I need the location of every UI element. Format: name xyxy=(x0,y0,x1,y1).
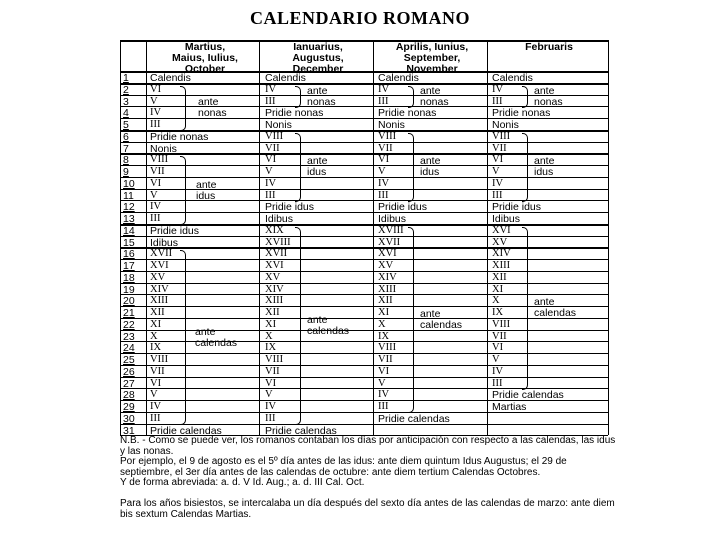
calendar-entry: XII xyxy=(378,295,393,307)
calendar-entry: XIII xyxy=(265,295,284,307)
day-number: 16 xyxy=(123,248,135,261)
calendar-entry: VII xyxy=(150,166,165,177)
day-number: 8 xyxy=(123,154,129,167)
calendar-entry: VI xyxy=(265,154,277,166)
calendar-entry: VII xyxy=(150,365,165,377)
day-number: 28 xyxy=(123,389,135,402)
calendar-entry: VIII xyxy=(492,318,511,330)
calendar-entry: Nonis xyxy=(150,142,177,155)
calendar-entry: III xyxy=(265,189,276,201)
calendar-entry: IV xyxy=(150,401,162,412)
calendar-entry: VIII xyxy=(150,154,169,166)
calendar-entry: X xyxy=(150,330,158,342)
calendar-entry: VI xyxy=(150,177,162,189)
calendar-entry: V xyxy=(492,354,500,365)
calendar-entry: XVII xyxy=(378,236,401,248)
calendar-entry: XI xyxy=(378,307,390,318)
row-rule xyxy=(120,294,608,295)
calendar-entry: XV xyxy=(265,271,281,283)
calendar-entry: IV xyxy=(265,83,277,95)
calendar-entry: IV xyxy=(492,365,504,377)
calendar-entry: VII xyxy=(378,142,393,154)
calendar-entry: VIII xyxy=(265,354,284,365)
brace xyxy=(180,86,186,131)
calendar-entry: Pridie nonas xyxy=(265,107,324,120)
range-label: ante idus xyxy=(420,155,441,179)
calendar-entry: XV xyxy=(378,260,394,271)
day-number: 5 xyxy=(123,119,129,131)
calendar-entry: III xyxy=(492,377,503,389)
brace xyxy=(295,133,301,202)
calendar-entry: VI xyxy=(150,377,162,389)
calendar-entry: III xyxy=(378,189,389,201)
calendar-entry: VII xyxy=(378,354,393,365)
calendar-entry: VIII xyxy=(492,130,511,142)
calendar-entry: VIII xyxy=(265,130,284,142)
row-rule xyxy=(120,412,608,413)
calendar-entry: Calendis xyxy=(378,72,419,84)
calendar-entry: XII xyxy=(150,307,165,318)
calendar-entry: III xyxy=(492,189,503,201)
calendar-entry: V xyxy=(150,389,158,401)
brace xyxy=(408,86,414,108)
day-number: 2 xyxy=(123,83,129,96)
day-number: 7 xyxy=(123,142,129,155)
header-top-rule xyxy=(120,40,608,42)
calendar-entry: XIV xyxy=(492,248,511,260)
calendar-entry: VIII xyxy=(378,130,397,142)
calendar-entry: VI xyxy=(378,365,390,377)
calendar-entry: XI xyxy=(492,283,504,295)
note-paragraph: Por ejemplo, el 9 de agosto es el 5º día antes de las idus: ante diem quintum Idus Augustus; el 29 de septiembre, el 3er día antes de las calendas de octubre: ante diem tertium Calendas Octobres. xyxy=(120,456,567,478)
calendar-entry: IV xyxy=(492,83,504,95)
calendar-entry: X xyxy=(265,330,273,342)
day-number: 14 xyxy=(123,224,135,237)
day-number: 30 xyxy=(123,412,135,425)
day-number: 4 xyxy=(123,107,129,120)
calendar-entry: IV xyxy=(265,177,277,189)
range-label: ante idus xyxy=(196,178,217,202)
calendar-entry: XVII xyxy=(265,248,288,260)
day-number: 9 xyxy=(123,166,129,178)
calendar-entry: Pridie nonas xyxy=(378,107,437,120)
calendar-entry: VI xyxy=(150,83,162,95)
row-rule xyxy=(120,365,608,366)
calendar-entry: Pridie calendas xyxy=(378,412,450,425)
calendar-entry: V xyxy=(265,166,273,177)
calendar-entry: IV xyxy=(378,83,390,95)
day-number: 22 xyxy=(123,318,135,331)
brace xyxy=(408,227,414,413)
range-label: ante calendas xyxy=(420,307,463,331)
calendar-entry: Pridie idus xyxy=(378,201,428,214)
day-number: 15 xyxy=(123,236,135,249)
row-rule xyxy=(120,247,608,249)
calendar-entry: III xyxy=(378,401,389,412)
row-rule xyxy=(120,283,608,284)
note-paragraph: Para los años bisiestos, se intercalaba un día después del sexto día antes de las calendas de marzo: ante diem bis sextum Calendas Martias. xyxy=(120,498,615,520)
calendar-entry: Pridie idus xyxy=(150,224,200,237)
range-label: ante nonas xyxy=(534,84,563,108)
brace xyxy=(295,227,301,425)
calendar-entry: Calendis xyxy=(492,72,533,84)
calendar-entry: XV xyxy=(150,271,166,283)
calendar-entry: IX xyxy=(265,342,277,354)
calendar-entry: XVII xyxy=(150,248,173,260)
calendar-entry: III xyxy=(150,412,161,424)
calendar-entry: III xyxy=(378,95,389,107)
calendar-entry: Pridie calendas xyxy=(492,389,564,402)
calendar-entry: VI xyxy=(265,377,277,389)
calendar-entry: XII xyxy=(265,307,280,318)
calendar-entry: IX xyxy=(492,307,504,318)
day-number: 13 xyxy=(123,213,135,225)
row-rule xyxy=(120,189,608,190)
calendar-entry: Idibus xyxy=(492,213,521,225)
day-number: 10 xyxy=(123,177,135,190)
calendar-entry: X xyxy=(378,318,386,330)
day-number: 31 xyxy=(123,424,135,437)
day-number: 18 xyxy=(123,271,135,284)
calendar-entry: Nonis xyxy=(378,119,405,131)
range-label: ante idus xyxy=(307,155,328,179)
column-header-4: Februaris xyxy=(525,41,573,53)
calendar-entry: XVIII xyxy=(265,236,291,248)
range-label: ante idus xyxy=(534,155,555,179)
row-rule xyxy=(120,353,608,354)
calendar-entry: IX xyxy=(378,330,390,342)
calendar-entry: Nonis xyxy=(492,119,519,131)
calendar-entry: XVI xyxy=(378,248,397,260)
calendar-entry: XI xyxy=(150,318,162,330)
page-title: CALENDARIO ROMANO xyxy=(250,8,470,28)
calendar-entry: V xyxy=(265,389,273,401)
calendar-entry: IV xyxy=(378,389,390,401)
calendar-entry: VI xyxy=(378,154,390,166)
calendar-entry: VII xyxy=(265,365,280,377)
calendar-entry: XVI xyxy=(492,224,511,236)
day-number: 21 xyxy=(123,307,135,319)
calendar-entry: Martias xyxy=(492,401,527,413)
range-label: ante calendas xyxy=(307,313,350,337)
range-label: ante nonas xyxy=(198,96,227,120)
day-number: 20 xyxy=(123,295,135,308)
calendar-entry: XIII xyxy=(150,295,169,307)
range-label: ante nonas xyxy=(307,84,336,108)
day-number: 24 xyxy=(123,342,135,355)
calendar-entry: V xyxy=(378,166,386,177)
calendar-entry: XIII xyxy=(378,283,397,295)
day-number: 29 xyxy=(123,401,135,413)
calendar-entry: VII xyxy=(492,330,507,342)
column-header-2: Ianuarius, Augustus, December xyxy=(292,41,344,75)
column-divider xyxy=(608,40,609,435)
row-rule xyxy=(120,377,608,378)
calendar-entry: XVIII xyxy=(378,224,404,236)
calendar-entry: IV xyxy=(492,177,504,189)
day-number: 26 xyxy=(123,365,135,378)
calendar-entry: III xyxy=(265,95,276,107)
calendar-entry: V xyxy=(150,95,158,107)
day-number: 27 xyxy=(123,377,135,390)
calendar-entry: XV xyxy=(492,236,508,248)
header-bottom-rule xyxy=(120,71,608,73)
day-number: 25 xyxy=(123,354,135,366)
day-number: 23 xyxy=(123,330,135,343)
calendar-entry: Pridie calendas xyxy=(150,424,222,437)
brace xyxy=(180,250,186,425)
calendar-entry: VI xyxy=(492,342,504,354)
calendar-entry: IV xyxy=(150,107,162,119)
calendar-entry: XIII xyxy=(492,260,511,271)
calendar-entry: Idibus xyxy=(265,213,294,225)
calendar-entry: XIV xyxy=(150,283,169,295)
calendar-entry: VIII xyxy=(150,354,169,365)
brace xyxy=(522,86,528,108)
brace xyxy=(522,133,528,202)
calendar-entry: III xyxy=(150,213,161,224)
calendar-entry: VII xyxy=(265,142,280,154)
calendar-entry: IX xyxy=(150,342,162,354)
brace xyxy=(180,156,186,225)
calendar-entry: VIII xyxy=(378,342,397,354)
calendar-entry: XIX xyxy=(265,224,284,236)
calendar-entry: IV xyxy=(265,401,277,412)
column-header-1: Martius, Maius, Iulius, October xyxy=(172,41,238,75)
calendar-entry: Nonis xyxy=(265,119,292,131)
calendar-entry: X xyxy=(492,295,500,307)
calendar-entry: IV xyxy=(150,201,162,213)
calendar-entry: Calendis xyxy=(265,72,306,84)
row-rule xyxy=(120,259,608,260)
day-number: 19 xyxy=(123,283,135,296)
day-number: 11 xyxy=(123,189,134,202)
calendar-entry: XIV xyxy=(378,271,397,283)
day-number: 3 xyxy=(123,95,129,108)
calendar-entry: XVI xyxy=(150,260,169,271)
calendar-entry: V xyxy=(492,166,500,177)
row-rule xyxy=(120,341,608,342)
column-header-3: Aprilis, Iunius, September, November xyxy=(395,41,469,75)
calendar-entry: Calendis xyxy=(150,72,191,84)
row-rule xyxy=(120,330,608,331)
calendar-entry: Pridie calendas xyxy=(265,424,337,437)
day-number: 1 xyxy=(123,72,129,84)
range-label: ante nonas xyxy=(420,84,449,108)
range-label: ante calendas xyxy=(534,296,577,320)
calendar-entry: IV xyxy=(378,177,390,189)
calendar-entry: III xyxy=(150,119,161,130)
calendar-entry: VI xyxy=(492,154,504,166)
calendar-entry: III xyxy=(265,412,276,424)
calendar-entry: XIV xyxy=(265,283,284,295)
calendar-entry: Pridie nonas xyxy=(492,107,551,120)
day-number: 12 xyxy=(123,201,135,214)
day-number: 17 xyxy=(123,260,135,272)
calendar-entry: Pridie idus xyxy=(265,201,315,214)
calendar-entry: VII xyxy=(492,142,507,154)
calendar-entry: III xyxy=(492,95,503,107)
calendar-entry: V xyxy=(150,189,158,201)
calendar-entry: XI xyxy=(265,318,277,330)
day-number: 6 xyxy=(123,130,129,143)
note-paragraph: N.B. - Como se puede ver, los romanos contaban los días por anticipación con respecto a las calendas, las idus y las nonas. xyxy=(120,435,616,457)
calendar-entry: Idibus xyxy=(150,236,179,249)
calendar-entry: Pridie idus xyxy=(492,201,542,214)
row-rule xyxy=(120,271,608,272)
calendar-entry: XII xyxy=(492,271,507,283)
calendar-entry: Idibus xyxy=(378,213,407,225)
brace xyxy=(295,86,301,108)
range-label: ante calendas xyxy=(195,325,238,349)
brace xyxy=(522,227,528,390)
calendar-entry: Pridie nonas xyxy=(150,130,209,143)
calendar-entry: V xyxy=(378,377,386,389)
calendar-entry: XVI xyxy=(265,260,284,271)
brace xyxy=(408,133,414,202)
note-paragraph: Y de forma abreviada: a. d. V Id. Aug.; a. d. III Cal. Oct. xyxy=(120,477,365,488)
